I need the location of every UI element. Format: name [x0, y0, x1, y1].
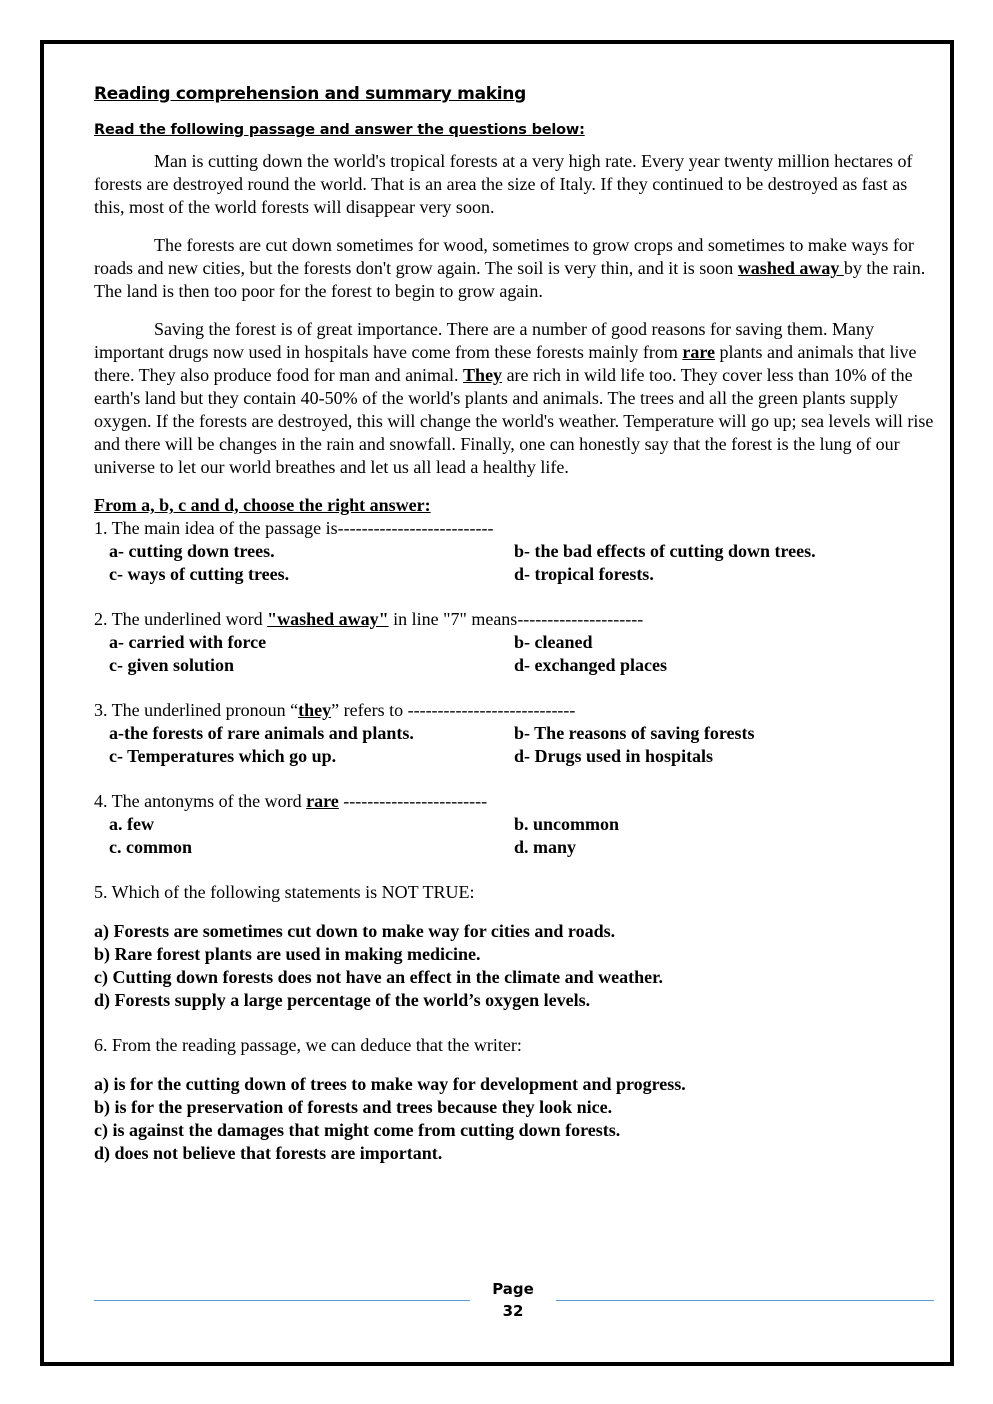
question-3-text-a: 3. The underlined pronoun “ — [94, 700, 299, 720]
underlined-they: They — [463, 365, 503, 385]
option-c: c- ways of cutting trees. — [109, 564, 290, 584]
statement-b: b) is for the preservation of forests and trees because they look nice. — [94, 1097, 613, 1117]
passage-p2-text-a: The forests are cut down sometimes for wood, sometimes to grow crops and sometimes to make ways for roads and new cities, but the forests don't grow again. The soil is very thin, and it is soon — [94, 235, 914, 278]
page-label: Page — [492, 1280, 534, 1298]
option-c: c- given solution — [109, 655, 235, 675]
question-1: 1. The main idea of the passage is-------------------------- — [94, 518, 494, 538]
option-a: a-the forests of rare animals and plants. — [109, 723, 414, 743]
question-3-underlined: they — [298, 700, 332, 720]
option-b: b- The reasons of saving forests — [514, 723, 755, 743]
question-4-underlined: rare — [306, 791, 339, 811]
footer-rule-right — [556, 1300, 934, 1301]
question-6: 6. From the reading passage, we can deduce that the writer: — [94, 1035, 522, 1055]
underlined-rare: rare — [682, 342, 716, 362]
question-2 — [94, 608, 934, 631]
passage-p2-text-b: by the rain. The land is then too poor for the forest to begin to grow again. — [94, 258, 926, 301]
option-c: c- Temperatures which go up. — [109, 746, 337, 766]
passage-p3-text-b: plants and animals that live there. They also produce food for man and animal. — [94, 342, 917, 385]
question-3-options — [94, 722, 934, 768]
option-d: d- Drugs used in hospitals — [514, 746, 714, 766]
option-a: a- carried with force — [109, 632, 267, 652]
page-title: Reading comprehension and summary making — [94, 84, 526, 104]
option-d: d- tropical forests. — [514, 564, 654, 584]
option-b: b- the bad effects of cutting down trees. — [514, 541, 816, 561]
passage-paragraph-3 — [94, 318, 934, 479]
statement-a: a) Forests are sometimes cut down to make way for cities and roads. — [94, 921, 616, 941]
question-4 — [94, 790, 934, 813]
question-4-options — [94, 813, 934, 859]
option-d: d. many — [514, 837, 577, 857]
statement-c: c) is against the damages that might come from cutting down forests. — [94, 1120, 621, 1140]
passage-p3-text-a: Saving the forest is of great importance. There are a number of good reasons for saving them. Many important drugs now used in hospitals have come from these forests mainly from — [94, 319, 874, 362]
page-number-block — [470, 1278, 556, 1322]
page-number: 32 — [502, 1302, 524, 1320]
instruction: Read the following passage and answer the questions below: — [94, 122, 585, 138]
option-b: b. uncommon — [514, 814, 620, 834]
spacer — [94, 904, 934, 920]
statement-b: b) Rare forest plants are used in making medicine. — [94, 944, 481, 964]
passage-paragraph-1 — [94, 150, 934, 219]
spacer — [94, 1012, 934, 1034]
page-footer — [94, 1278, 934, 1326]
option-a: a. few — [109, 814, 154, 834]
statement-c: c) Cutting down forests does not have an effect in the climate and weather. — [94, 967, 663, 987]
statement-d: d) does not believe that forests are important. — [94, 1143, 443, 1163]
question-4-text-a: 4. The antonyms of the word — [94, 791, 307, 811]
underlined-washed-away: washed away — [737, 258, 844, 278]
question-2-options — [94, 631, 934, 677]
passage-paragraph-2 — [94, 234, 934, 303]
option-b: b- cleaned — [514, 632, 593, 652]
spacer — [94, 1057, 934, 1073]
statement-d: d) Forests supply a large percentage of the world’s oxygen levels. — [94, 990, 591, 1010]
question-5: 5. Which of the following statements is NOT TRUE: — [94, 882, 475, 902]
option-d: d- exchanged places — [514, 655, 667, 675]
footer-rule-left — [94, 1300, 470, 1301]
passage-p1-text: Man is cutting down the world's tropical forests at a very high rate. Every year twenty million hectares of forests are destroyed round the world. That is an area the size of Italy. If they continued to be destroyed as fast as this, most of the world forests will disappear very soon. — [94, 151, 913, 217]
option-c: c. common — [109, 837, 192, 857]
question-1-options — [94, 540, 934, 586]
worksheet-content — [94, 84, 934, 1165]
question-2-text-a: 2. The underlined word — [94, 609, 268, 629]
statement-a: a) is for the cutting down of trees to make way for development and progress. — [94, 1074, 686, 1094]
question-2-underlined: "washed away" — [267, 609, 389, 629]
mcq-heading: From a, b, c and d, choose the right answer: — [94, 495, 431, 515]
question-4-text-b: ------------------------ — [338, 791, 488, 811]
question-3 — [94, 699, 934, 722]
question-3-text-b: ” refers to ---------------------------- — [331, 700, 576, 720]
option-a: a- cutting down trees. — [109, 541, 275, 561]
passage-p3-text-c: are rich in wild life too. They cover less than 10% of the earth's land but they contain 40-50% of the world's plants and animals. The trees and all the green plants supply oxygen. If the forests are destroyed, this will change the world's weather. Temperature will go up; sea levels will rise and there will be changes in the rain and snowfall. Finally, one can honestly say that the forest is the lung of our universe to let our world breathes and let us all lead a healthy life. — [94, 365, 934, 477]
question-2-text-b: in line "7" means--------------------- — [388, 609, 644, 629]
